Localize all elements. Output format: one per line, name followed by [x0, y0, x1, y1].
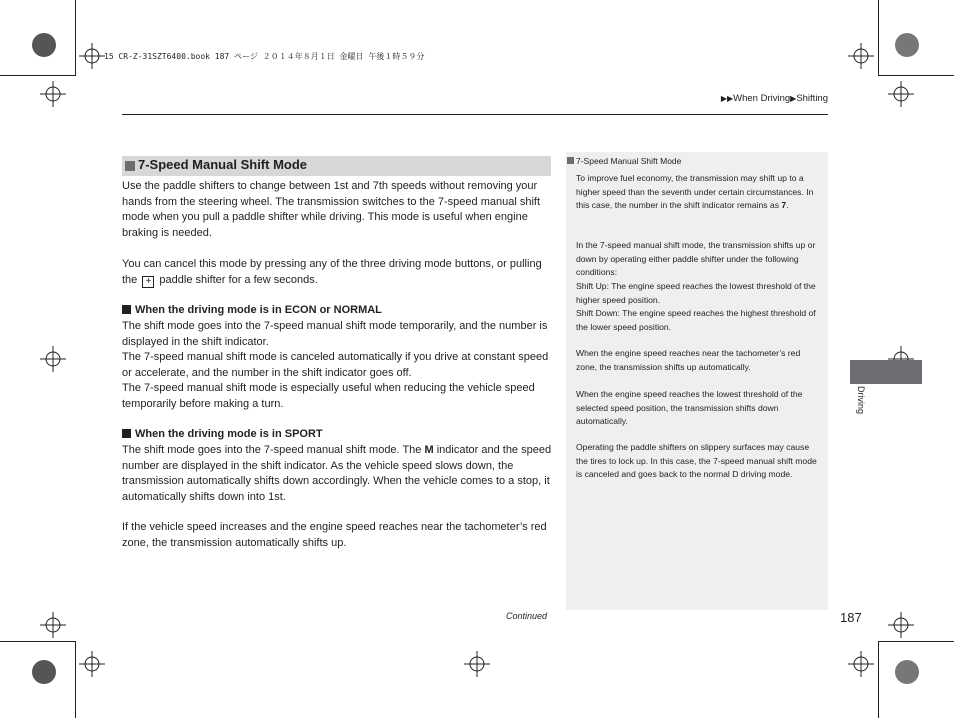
bullet-square-icon	[122, 305, 131, 314]
continued-label: Continued	[506, 611, 548, 621]
section-header	[122, 156, 551, 176]
color-rosette-icon	[895, 33, 919, 57]
registration-mark-icon	[79, 43, 105, 69]
sidebar-paragraph-3b: When the engine speed reaches the lowest threshold of the selected speed position, the transmission shifts down automatically.	[576, 389, 803, 426]
bullet-square-icon	[122, 429, 131, 438]
breadcrumb-arrow-icon: ▶▶	[720, 94, 734, 103]
registration-mark-icon	[40, 81, 66, 107]
chapter-tab	[850, 360, 922, 384]
econ-paragraph-2: The 7-speed manual shift mode is canceled automatically if you drive at constant speed or accelerate, and the number in the shift indicator goes off.	[122, 351, 549, 379]
sidebar-paragraph-2: In the 7-speed manual shift mode, the transmission shifts up or down by operating either paddle shifter under the following conditions:	[576, 240, 816, 277]
color-rosette-icon	[895, 660, 919, 684]
econ-heading: When the driving mode is in ECON or NORMAL	[122, 304, 382, 316]
print-header: 15 CR-Z-31SZT6400.book 187 ページ ２０１４年８月１日 金曜日 午後１時５９分	[104, 52, 425, 61]
section-square-icon	[125, 161, 135, 171]
intro-paragraph: Use the paddle shifters to change between 1st and 7th speeds without removing your hands from the steering wheel. The transmission switches to the 7-speed manual shift mode when you pull a paddle shifter while driving. This mode is useful when engine braking is needed.	[122, 180, 541, 239]
sidebar-shift-up: Shift Up: The engine speed reaches the lowest threshold of the higher speed position.	[576, 281, 816, 305]
sidebar-paragraph-3: When the engine speed reaches near the tachometer’s red zone, the transmission shifts up automatically.	[576, 348, 801, 372]
breadcrumb-item[interactable]: When Driving	[733, 93, 791, 104]
sidebar-shift-down: Shift Down: The engine speed reaches the highest threshold of the lower speed position.	[576, 308, 816, 332]
sidebar-paragraph-1: To improve fuel economy, the transmission may shift up to a higher speed than the seventh under certain circumstances. In this case, the number in the shift indicator remains as 7.	[576, 173, 814, 210]
sport-paragraph-1: The shift mode goes into the 7-speed manual shift mode. The M indicator and the speed number are displayed in the shift indicator. As the vehicle speed slows down, the transmission automatically shifts down accordingly. When the vehicle comes to a stop, it automatically shifts down into 1st.	[122, 444, 552, 503]
header-divider	[122, 114, 828, 115]
cancel-paragraph: You can cancel this mode by pressing any of the three driving mode buttons, or pulling the + paddle shifter for a few seconds.	[122, 258, 542, 287]
breadcrumb-item[interactable]: Shifting	[796, 93, 828, 104]
registration-mark-icon	[40, 612, 66, 638]
sport-paragraph-2: If the vehicle speed increases and the engine speed reaches near the tachometer’s red zone, the transmission automatically shifts up.	[122, 521, 547, 549]
chapter-tab-label: Driving	[856, 386, 866, 415]
registration-mark-icon	[40, 346, 66, 372]
color-rosette-icon	[32, 660, 56, 684]
breadcrumb-arrow-icon: ▶	[790, 94, 797, 103]
color-rosette-icon	[32, 33, 56, 57]
sidebar-heading: 7-Speed Manual Shift Mode	[567, 156, 681, 166]
econ-paragraph-1: The shift mode goes into the 7-speed manual shift mode temporarily, and the number is displayed in the shift indicator.	[122, 320, 548, 348]
sport-heading: When the driving mode is in SPORT	[122, 428, 323, 440]
page-number: 187	[840, 610, 862, 625]
econ-paragraph-3: The 7-speed manual shift mode is especially useful when reducing the vehicle speed temporarily before making a turn.	[122, 382, 535, 410]
registration-mark-icon	[464, 651, 490, 677]
registration-mark-icon	[888, 612, 914, 638]
plus-paddle-icon: +	[142, 276, 154, 288]
breadcrumb	[721, 93, 828, 104]
sidebar-panel	[566, 152, 828, 610]
section-title: 7-Speed Manual Shift Mode	[138, 157, 308, 172]
reference-icon	[567, 157, 574, 164]
registration-mark-icon	[848, 651, 874, 677]
registration-mark-icon	[888, 81, 914, 107]
registration-mark-icon	[848, 43, 874, 69]
registration-mark-icon	[79, 651, 105, 677]
sidebar-paragraph-4: Operating the paddle shifters on slippery surfaces may cause the tires to lock up. In this case, the 7-speed manual shift mode is canceled and goes back to the normal D driving mode.	[576, 442, 817, 479]
